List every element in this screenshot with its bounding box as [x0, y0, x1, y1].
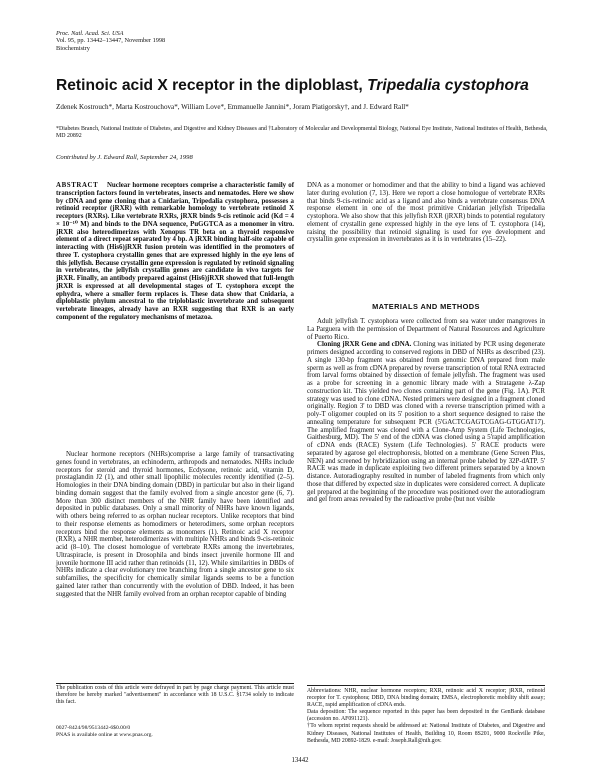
journal-volume: Vol. 95, pp. 13442–13447, November 1998 [56, 37, 166, 45]
methods-paragraph-collection: Adult jellyfish T. cystophora were collected from sea water under mangroves in La Parguera with the permission of Department of Natural Resources and Agriculture of Puerto Rico. [307, 318, 545, 341]
journal-section: Biochemistry [56, 44, 90, 52]
issn-code: 0027-8424/98/9513442-6$0.00/0 [56, 725, 131, 731]
cloning-subheading: Cloning jRXR Gene and cDNA. [317, 341, 412, 349]
contributed-by: Contributed by J. Edward Rall, September 24, 1998 [56, 154, 193, 161]
footnote-divider-right [307, 685, 545, 686]
page-number: 13442 [291, 757, 309, 764]
author-list: Zdenek Kostrouch*, Marta Kostrouchova*, William Love*, Emmanuelle Jannini*, Joram Piatigorsky†, and J. Edward Rall* [56, 103, 409, 111]
abstract [56, 182, 294, 322]
abstract-text: Nuclear hormone receptors comprise a characteristic family of transcription factors found in vertebrates, insects and nematodes. Here we show by cDNA and gene cloning that a Cnidarian, Tripedalia cystophora, possesses a retinoid receptor (jRXR) with remarkable homology to vertebrate retinoid X receptors (RXRs). Like vertebrate RXRs, jRXR binds 9-cis retinoic acid (Kd = 4 × 10⁻¹⁰ M) and binds to the DNA sequence, PuGGTCA as a monomer in vitro. jRXR also heterodimerizes with Xenopus TR beta on a thyroid responsive element of a direct repeat separated by 4 bp. A jRXR binding half-site capable of interacting with (His6)jRXR fusion protein was identified in the promoters of three T. cystophora crystallin genes that are expressed highly in the eye lens of this jellyfish. Because crystallin gene expression is regulated by retinoid signaling in vertebrates, the jellyfish crystallin genes are candidate in vivo targets for jRXR. Finally, an antibody prepared against (His6)jRXR showed that full-length jRXR is expressed at all developmental stages of T. cystophora except the ephydra, where a smaller form replaces is. These data show that Cnidaria, a diploblastic phylum ancestral to the triploblastic invertebrate and subsequent vertebrate lineages, already have an RXR suggesting that RXR is an early component of the regulatory mechanisms of metazoa. [56, 182, 294, 321]
issn-block [56, 725, 153, 739]
article-title [56, 77, 556, 95]
title-species: Tripedalia cystophora [367, 77, 529, 94]
footnote-data-deposition: Data deposition: The sequence reported in this paper has been deposited in the GenBank database (accession no. AF091121). [307, 709, 545, 723]
cloning-text: Cloning was initiated by PCR using degenerate primers designed according to conserved regions in DBD of NHRs as described (23). A single 130-bp fragment was obtained from genomic DNA prepared from male sperm as well as from cDNA prepared by reverse transcription of total RNA extracted from larval forms obtained by dissection of female jellyfish. The fragment was used as a probe for screening in a genomic library made with a Stratagene λ-Zap construction kit. This yielded two clones containing part of the gene (Fig. 1A). PCR strategy was used to clone cDNA. Nested primers were designed in a fragment cloned originally. Region 3' to DBD was cloned with a reverse transcription primed with a poly-T oligomer coupled on its 5' position to a short sequence designed to raise the annealing temperature for subsequent PCR (5'GACTCGAGTCGAG-GTGGAT17). The amplified fragment was cloned with a Clone-Amp System (Life Technologies, Gaithesburg, MD). The 5' end of the cDNA was cloned using a 5'rapid amplification of cDNA ends (RACE) System (Life Technologies). 5' RACE products were separated by agarose gel electrophoresis, blotted on a membrane (Gene Screen Plus, NEN) and screened by hybridization using an internal probe labeled by 32P-dATP. 5' RACE was made in duplicate exploiting two different primers separated by a known distance. Autoradiography resulted in number of labeled fragments from which only those that differed by expected size in duplicates were considered correct. A duplicate gel prepared at the beginning of the procedure was positioned over the autoradiogram and gel from areas revealed by the radioactive probe (but not visible [307, 341, 545, 504]
methods-paragraph-cloning [307, 341, 545, 504]
methods-heading: MATERIALS AND METHODS [372, 302, 480, 311]
journal-header [56, 30, 165, 52]
methods-section [307, 318, 545, 504]
abstract-label: ABSTRACT [56, 182, 99, 189]
introduction-continued: DNA as a monomer or homodimer and that the ability to bind a ligand was achieved later during evolution (7, 13). Here we report a close homologue of vertebrate RXRs that binds 9-cis-retinoic acid as a ligand and also binds a vertebrate consensus DNA response element in one of the most primitive Cnidarian jellyfish Tripedalia cystophora. We also show that this jellyfish RXR (jRXR) binds to potential regulatory element of crystallin gene expressed highly in the eye lens of T. cystophora (14), raising the possibility that retinoid signaling is used for eye development and crystallin gene expression in invertebrates as it is in vertebrates (15–22). [307, 182, 545, 244]
pnas-online-note: PNAS is available online at www.pnas.org. [56, 732, 153, 738]
footnote-divider-left [56, 683, 294, 684]
journal-name: Proc. Natl. Acad. Sci. USA [56, 30, 124, 37]
introduction-paragraph: Nuclear hormone receptors (NHRs)comprise a large family of transactivating genes found in vertebrates, an echinoderm, arthropods and nematodes. NHRs include receptors for steroid and thyroid hormones, Ecdysone, retinoic acid, vitamin D, prostaglandin J2 (1), and other small lipophilic molecules recently identified (2–5). Homologies in their DNA binding domain (DBD) in particular but also in their ligand binding domain suggest that the family evolved from a single ancestor gene (6, 7). More than 300 distinct members of the NHR family have been identified and deposited in public databases. Only a small minority of NHRs have known ligands, with others being referred to as orphan nuclear receptors. Unlike receptors that bind to their response elements as homodimers or heterodimers, some orphan receptors receptors bind the response elements as monomers (1). Retinoic acid X receptor (RXR), a NHR member, heterodimerizes with multiple NHRs and binds 9-cis-retinoic acid (8–10). The closest homologue of vertebrate RXRs among the invertebrates, Ultraspiracle, is present in Drosophila and binds insect juvenile hormone III and juvenile hormone III acid rather than retinoids (11, 12). While similarities in DBDs of NHRs indicate a clear evolutionary tree branching from a single ancestor gene to six subfamilies, the specificity for chemically similar ligands seems to be a function gained later rather than concurrently with the evolution of DBD. Indeed, it has been suggested that the NHR family evolved from an orphan receptor capable of binding [56, 451, 294, 598]
affiliations: *Diabetes Branch, National Institute of Diabetes, and Digestive and Kidney Diseases and †Laboratory of Molecular and Developmental Biology, National Eye Institute, National Institutes of Health, Bethesda, MD 20892 [56, 126, 548, 140]
footnotes-right [307, 688, 545, 745]
footnote-publication-costs: The publication costs of this article were defrayed in part by page charge payment. This article must therefore be hereby marked "advertisement" in accordance with 18 U.S.C. §1734 solely to indicate this fact. [56, 685, 294, 706]
footnote-abbreviations: Abbreviations: NHR, nuclear hormone receptors; RXR, retinoic acid X receptor; jRXR, retinoid receptor for T. cystophora; DBD, DNA binding domain; EMSA, electrophoretic mobility shift assay; RACE, rapid amplification of cDNA ends. [307, 688, 545, 709]
footnote-reprint-requests: †To whom reprint requests should be addressed at: National Institute of Diabetes, and Digestive and Kidney Diseases, National Institutes of Health, Building 10, Room 8S201, 9000 Rockville Pike, Bethesda, MD 20892-1829. e-mail: Joseph.Rall@nih.gov. [307, 723, 545, 744]
title-main: Retinoic acid X receptor in the diploblast, [56, 77, 368, 94]
